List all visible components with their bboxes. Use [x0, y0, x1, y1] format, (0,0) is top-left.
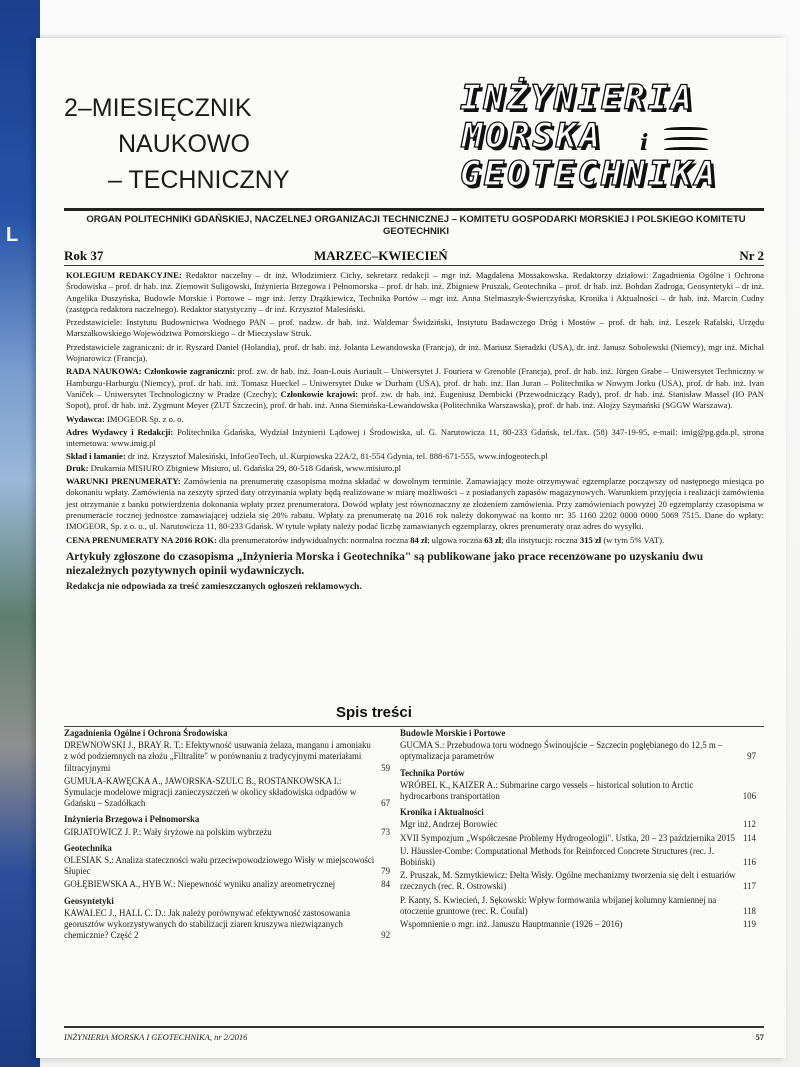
toc-entry-page: 84 [381, 879, 390, 890]
toc-entry-title: Wspomnienie o mgr. inż. Januszu Hauptmannie (1926 – 2016) [400, 919, 623, 930]
toc-entry-title: KAWALEC J., HALL C. D.: Jak należy porównywać efektywność zastosowania georusztów wykorzystywanych do stabilizacji ziaren kruszywa niezwiązanych chemicznie? Część 2 [64, 907, 351, 941]
adres-paragraph [66, 427, 764, 450]
toc-entry-page: 106 [742, 791, 756, 802]
cena-normal-price: 84 zł [410, 534, 428, 545]
toc-entry-page: 97 [747, 751, 756, 762]
toc-entry [400, 846, 756, 868]
toc-entry-title: WRÓBEL K., KAIZER A.: Submarine cargo vessels – historical solution to Arctic hydrocarbons transportation [400, 779, 694, 802]
kolegium-label: KOLEGIUM REDAKCYJNE: [66, 270, 182, 280]
toc-title: Spis treści [336, 704, 412, 721]
issue-rule [64, 265, 764, 266]
toc-entry-title: GUCMA S.: Przebudowa toru wodnego Świnoujście – Szczecin pogłębianego do 12,5 m – optymalizacja parametrów [400, 740, 723, 762]
kolegium-paragraph [66, 270, 764, 315]
ads-notice: Redakcja nie odpowiada za treść zamieszczanych ogłoszeń reklamowych. [66, 581, 362, 592]
toc-section-heading: Kronika i Aktualności [400, 807, 484, 818]
toc-entry [400, 919, 756, 930]
page-number: 57 [755, 1032, 764, 1042]
cena-text-3: ; dla instytucji: roczna [501, 534, 578, 545]
review-notice: Artykuły zgłoszone do czasopisma „Inżynieria Morska i Geotechnika" są publikowane jako prace recenzowane po uzyskaniu dwu niezależnych pozytywnych opinii wydawniczych. [66, 550, 704, 577]
cena-label: CENA PRENUMERATY NA 2016 ROK: [66, 534, 217, 545]
organ-statement: ORGAN POLITECHNIKI GDAŃSKIEJ, NACZELNEJ ORGANIZACJI TECHNICZNEJ – KOMITETU GOSPODARKI MORSKIEJ I POLSKIEGO KOMITETU GEOTECHNIKI [86, 214, 746, 237]
toc-section-heading: Budowle Morskie i Portowe [400, 728, 506, 738]
adres-text: Politechnika Gdańska, Wydział Inżynierii Lądowej i Środowiska, ul. G. Narutowicza 11, 80-233 Gdańsk, tel./fax. (58) 347-19-95, e-mail: imig@pg.gda.pl, strona internetowa: www.imig.pl [66, 426, 764, 449]
toc-section-heading: Inżynieria Brzegowa i Pełnomorska [64, 814, 200, 825]
toc-entry-page: 92 [381, 930, 390, 941]
toc-entry-title: OLESIAK S.: Analiza stateczności wału przeciwpowodziowego Wisły w miejscowości Słupiec [64, 855, 375, 877]
toc-section-heading: Zagadnienia Ogólne i Ochrona Środowiska [64, 728, 228, 738]
waves-icon [664, 124, 708, 157]
masthead-line-3: – TECHNICZNY [108, 166, 290, 194]
cena-text-1: dla prenumeratorów indywidualnych: normalna roczna [219, 534, 409, 545]
cena-paragraph [66, 535, 764, 546]
logo-line-2: MORSKA [462, 116, 603, 156]
journal-logo [460, 78, 760, 198]
footer-rule [64, 1026, 764, 1028]
toc-entry-title: DREWNOWSKI J., BRAY R. T.: Efektywność usuwania żelaza, manganu i amoniaku z wód podziemnych na złożu „Filtralite" w porównaniu z tradycyjnymi materiałami filtracyjnymi [64, 740, 371, 773]
toc-entry [400, 870, 756, 892]
toc-entry [64, 776, 390, 810]
toc-entry-page: 117 [743, 881, 756, 892]
toc-entry-title: GUMUŁA-KAWĘCKA A., JAWORSKA-SZULC B., ROSTANKOWSKA I.: Symulacje modelowe migracji zanieczyszczeń w okolicy składowiska odpadów w Gdańsku – Szadółkach [64, 775, 357, 809]
toc-left-column [64, 728, 390, 943]
wydawca-text: IMOGEOR Sp. z o. o. [106, 413, 184, 424]
issue-year: Rok 37 [64, 248, 104, 263]
toc-entry-title: GIRJATOWICZ J. P.: Wały śryżowe na polskim wybrzeżu [64, 826, 272, 837]
toc-entry-page: 67 [381, 798, 390, 809]
rada-label: RADA NAUKOWA: [66, 366, 142, 377]
toc-entry-title: P. Kanty, S. Kwiecień, J. Sękowski: Wpływ formowania wbijanej kolumny kamiennej na otoczenie gruntowe (rec. R. Coufal) [400, 894, 717, 916]
toc-entry-page: 119 [743, 919, 756, 930]
toc-entry-page: 114 [743, 832, 756, 843]
przedstawiciele-paragraph: Przedstawiciele: Instytutu Budownictwa Wodnego PAN – prof. nadzw. dr hab. inż. Waldemar Świdziński, Instytutu Badawczego Dróg i Mostów – prof. dr hab. inż. Leszek Rafalski, Urzędu Marszałkowskiego Województwa Pomorskiego – dr Mieczysław Struk. [66, 317, 764, 339]
cena-text-2: ; ulgowa roczna [427, 534, 483, 545]
toc-entry-title: XVII Sympozjum „Współczesne Problemy Hydrogeologii". Ustka, 20 – 23 października 2015 [400, 832, 735, 843]
toc-section-heading: Geotechnika [64, 842, 112, 853]
page-footer [64, 1032, 764, 1042]
toc-entry [400, 895, 756, 917]
toc-entry-title: Z. Pruszak, M. Szmytkiewicz: Delta Wisły. Ogólne mechanizmy tworzenia się delt i estuariów rzecznych (rec. R. Ostrowski) [400, 870, 736, 892]
wydawca-label: Wydawca: [66, 413, 105, 424]
toc-entry-title: Mgr inż. Andrzej Borowiec [400, 819, 498, 830]
toc-entry [400, 780, 756, 802]
sklad-text: dr inż. Krzysztof Malesiński, InfoGeoTech, ul. Kurpiowska 22A/2, 81-554 Gdynia, tel. 888-671-555, www.infogeotech.pl [127, 451, 548, 462]
druk-label: Druk: [66, 462, 89, 473]
rada-paragraph [66, 366, 764, 411]
toc-entry [400, 819, 756, 830]
footer-journal: INŻYNIERIA MORSKA I GEOTECHNIKA, nr 2/2016 [64, 1032, 248, 1042]
issue-months: MARZEC–KWIECIEŃ [314, 248, 448, 263]
kolegium-text: Redaktor naczelny – dr inż. Włodzimierz Cichy, sekretarz redakcji – mgr inż. Magdalena Mossakowska. Redaktorzy działowi: Zagadnienia Ogólne i Ochrona Środowiska – prof. dr hab. inż. Ziemowit Suligowski, Inżynieria Brzegowa i Pełnomorska – prof. dr hab. inż. Zbigniew Pruszak, Geotechnika – prof. dr hab. inż. Bohdan Zadroga, Geosyntetyki – dr inż. Angelika Duszyńska, Budowle Morskie i Portowe – mgr inż. Jerzy Drążkiewicz, Technika Portów – mgr inż. Anna Stelmaszyk-Świerczyńska, Kronika i Aktualności – dr hab. inż. Marcin Cudny (zastępca redaktora naczelnego). Redaktor statystyczny – dr inż. Krzysztof Malesiński. [66, 270, 764, 314]
toc-entry [64, 879, 390, 890]
toc-entry-page: 118 [743, 905, 756, 916]
toc-entry [64, 740, 390, 774]
rada-foreign-label: Członkowie zagraniczni: [144, 366, 235, 377]
editorial-info [66, 270, 764, 595]
journal-page [36, 38, 786, 1058]
rada-domestic-label: Członkowie krajowi: [280, 388, 359, 399]
toc-entry-page: 112 [743, 819, 756, 830]
toc-entry [400, 833, 756, 844]
edge-letter: L [6, 224, 19, 246]
cena-reduced-price: 63 zł [484, 534, 502, 545]
toc-entry-title: U. Häussler-Combe: Computational Methods for Reinforced Concrete Structures (rec. J. Bobiński) [400, 845, 714, 868]
rada-domestic-text: prof. zw. dr hab. inż. Eugeniusz Dembicki (Przewodniczący Rady), prof. dr hab. inż. Stanisław Massel (IO PAN Sopot), prof. dr hab. inż. Zygmunt Meyer (ZUT Szczecin), prof. dr hab. inż. Anna Siemińska-Lewandowska (Politechnika Warszawska), prof. dr hab. inż. Alojzy Szymański (SGGW Warszawa). [66, 388, 764, 411]
toc-entry [64, 908, 390, 942]
logo-line-1: INŻYNIERIA [460, 78, 695, 118]
toc-entry-page: 73 [381, 826, 390, 837]
toc-entry [64, 855, 390, 877]
sklad-paragraph [66, 451, 764, 474]
toc-entry-page: 79 [381, 866, 390, 877]
masthead-rule [64, 208, 764, 211]
toc-entry-title: GOŁĘBIEWSKA A., HYB W.: Niepewność wyniku analizy areometrycznej [64, 879, 336, 890]
issue-number: Nr 2 [739, 248, 764, 263]
adres-label: Adres Wydawcy i Redakcji: [66, 426, 174, 437]
toc-entry-page: 116 [743, 857, 756, 868]
warunki-label: WARUNKI PRENUMERATY: [66, 476, 181, 487]
masthead-line-1: 2–MIESIĘCZNIK [64, 94, 252, 122]
wydawca-paragraph [66, 414, 764, 425]
druk-text: Drukarnia MISIURO Zbigniew Misiuro, ul. Gdańska 29, 80-518 Gdańsk, www.misiuro.pl [90, 462, 402, 473]
toc-section-heading: Geosyntetyki [64, 895, 114, 906]
logo-line-3: GEOTECHNIKA [460, 154, 719, 194]
sklad-label: Skład i łamanie: [66, 451, 126, 462]
toc-entry [64, 827, 390, 838]
logo-conjunction: i [640, 130, 649, 156]
masthead-subtitle [64, 90, 290, 198]
warunki-text: Zamówienia na prenumeratę czasopisma można składać w dowolnym terminie. Zamawiający może otrzymywać egzemplarze począwszy od następnego miesiąca po dokonaniu wpłaty. Zamówienia na zeszyty sprzed daty otrzymania wpłaty będą realizowane w miarę możliwości – z posiadanych zapasów magazynowych. Warunkiem przyjęcia i realizacji zamówienia jest otrzymanie z banku potwierdzenia dokonania wpłaty przez prenumeratora. Dowód wpłaty jest równoznaczny ze złożeniem zamówienia. Przy zamówieniach powyżej 20 egzemplarzy czasopisma w prenumeracie rocznej jednostce zamawiającej udziela się 20% rabatu. Wpłaty za prenumeratę na 2016 rok należy dokonywać na konto nr: 35 1160 2202 0000 0000 5069 7515. Dane do wpłaty: IMOGEOR, Sp. z o. o., ul. Narutowicza 11, 80-233 Gdańsk. W tytule wpłaty należy podać liczbę zamawianych egzemplarzy, okres prenumeraty oraz adres do wysyłki. [66, 476, 765, 532]
toc-entry-page: 59 [381, 762, 390, 773]
rada-foreign-text: prof. zw. dr hab. inż. Joan-Louis Auriault – Uniwersytet J. Fouriera w Grenoble (Francja), prof. dr hab. inż. Jürgen Grabe – Uniwersytet Techniczny w Hamburgu-Harburgu (Niemcy), prof. dr hab. inż. Tomasz Hueckel – Uniwersytet Duke w Durham (USA), prof. dr hab. inż. Ilan Juran – Politechnika w Nowym Jorku (USA), prof. dr hab. inż. Ivan Vaníček – Uniwersytet Technologiczny w Pradze (Czechy); [66, 366, 764, 399]
zagraniczni-paragraph: Przedstawiciele zagraniczni: dr ir. Ryszard Daniel (Holandia), prof. dr hab. inż. Jolanta Lewandowska (Francja), dr inż. Mariusz Sieradzki (USA), dr. inż. Janusz Sobolewski (Niemcy), mgr inż. Michał Wojnarowicz (Francja). [66, 341, 764, 364]
toc-right-column [400, 728, 756, 932]
toc-entry [400, 740, 756, 762]
toc-section-heading: Technika Portów [400, 767, 465, 778]
toc-rule [64, 726, 764, 727]
cena-text-4: (w tym 5% VAT). [603, 534, 665, 545]
adjacent-magazine-edge [0, 0, 40, 1067]
cena-institution-price: 315 zł [579, 534, 602, 545]
warunki-paragraph [66, 476, 764, 532]
masthead-line-2: NAUKOWO [118, 130, 250, 158]
